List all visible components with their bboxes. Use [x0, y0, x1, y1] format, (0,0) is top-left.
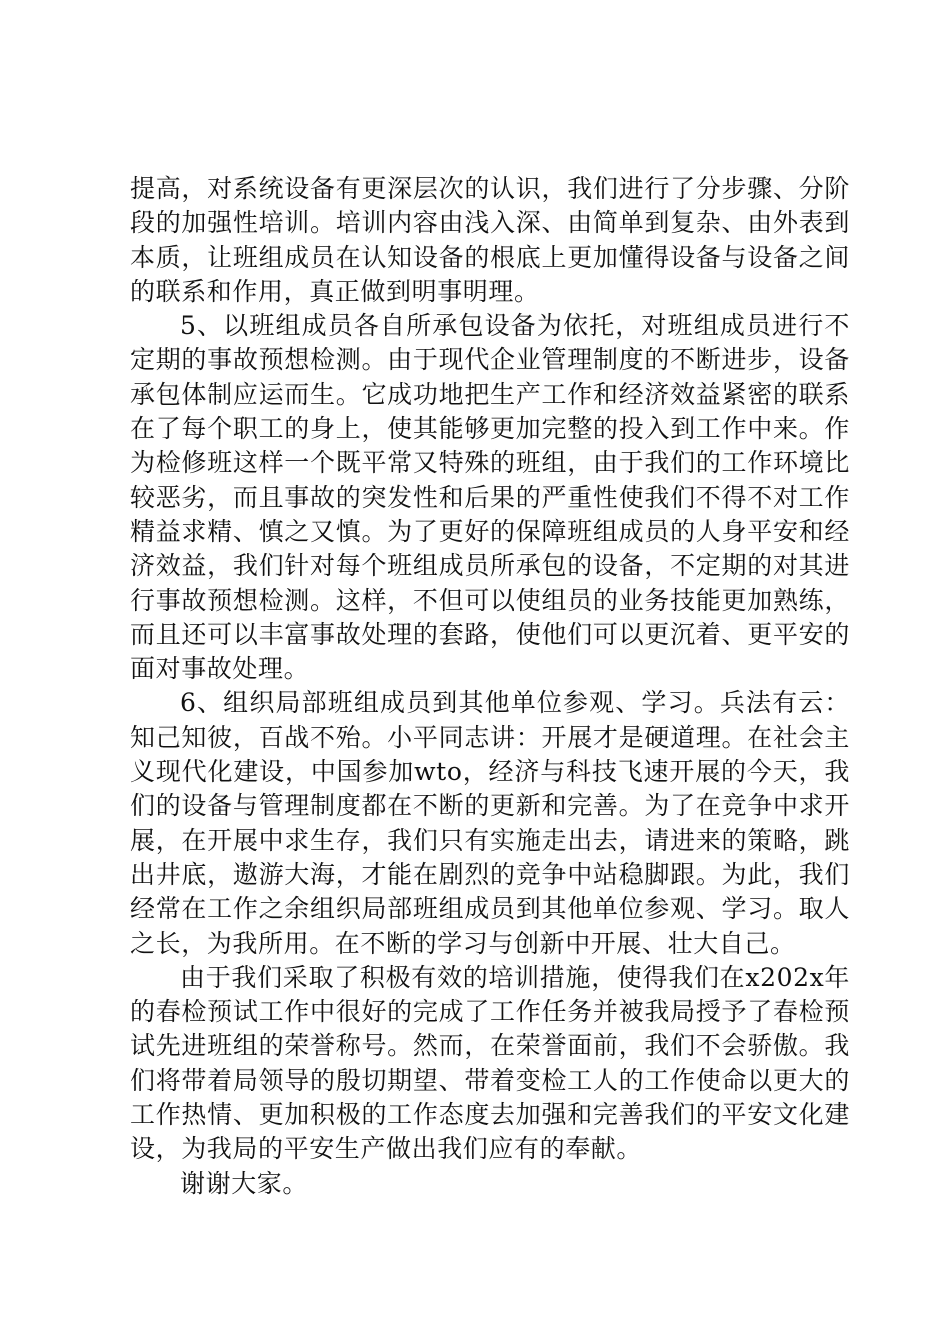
- document-body: [130, 172, 850, 1201]
- paragraph-thanks: 谢谢大家。: [180, 1168, 309, 1198]
- paragraph-item-6: 6、组织局部班组成员到其他单位参观、学习。兵法有云：知己知彼，百战不殆。小平同志讲：开展才是硬道理。在社会主义现代化建设，中国参加wto，经济与科技飞速开展的今天，我们的设备与管理制度都在不断的更新和完善。为了在竞争中求开展，在开展中求生存，我们只有实施走出去，请进来的策略，跳出井底，遨游大海，才能在剧烈的竞争中站稳脚跟。为此，我们经常在工作之余组织局部班组成员到其他单位参观、学习。取人之长，为我所用。在不断的学习与创新中开展、壮大自己。: [130, 688, 850, 958]
- paragraph-conclusion: 由于我们采取了积极有效的培训措施，使得我们在x202x年的春检预试工作中很好的完成了工作任务并被我局授予了春检预试先进班组的荣誉称号。然而，在荣誉面前，我们不会骄傲。我们将带着局领导的殷切期望、带着变检工人的工作使命以更大的工作热情、更加积极的工作态度去加强和完善我们的平安文化建设，为我局的平安生产做出我们应有的奉献。: [130, 962, 850, 1164]
- paragraph-continuation: 提高，对系统设备有更深层次的认识，我们进行了分步骤、分阶段的加强性培训。培训内容由浅入深、由简单到复杂、由外表到本质，让班组成员在认知设备的根底上更加懂得设备与设备之间的联系和作用，真正做到明事明理。: [130, 174, 850, 306]
- paragraph-item-5: 5、以班组成员各自所承包设备为依托，对班组成员进行不定期的事故预想检测。由于现代企业管理制度的不断进步，设备承包体制应运而生。它成功地把生产工作和经济效益紧密的联系在了每个职工的身上，使其能够更加完整的投入到工作中来。作为检修班这样一个既平常又特殊的班组，由于我们的工作环境比较恶劣，而且事故的突发性和后果的严重性使我们不得不对工作精益求精、慎之又慎。为了更好的保障班组成员的人身平安和经济效益，我们针对每个班组成员所承包的设备，不定期的对其进行事故预想检测。这样，不但可以使组员的业务技能更加熟练，而且还可以丰富事故处理的套路，使他们可以更沉着、更平安的面对事故处理。: [130, 311, 850, 684]
